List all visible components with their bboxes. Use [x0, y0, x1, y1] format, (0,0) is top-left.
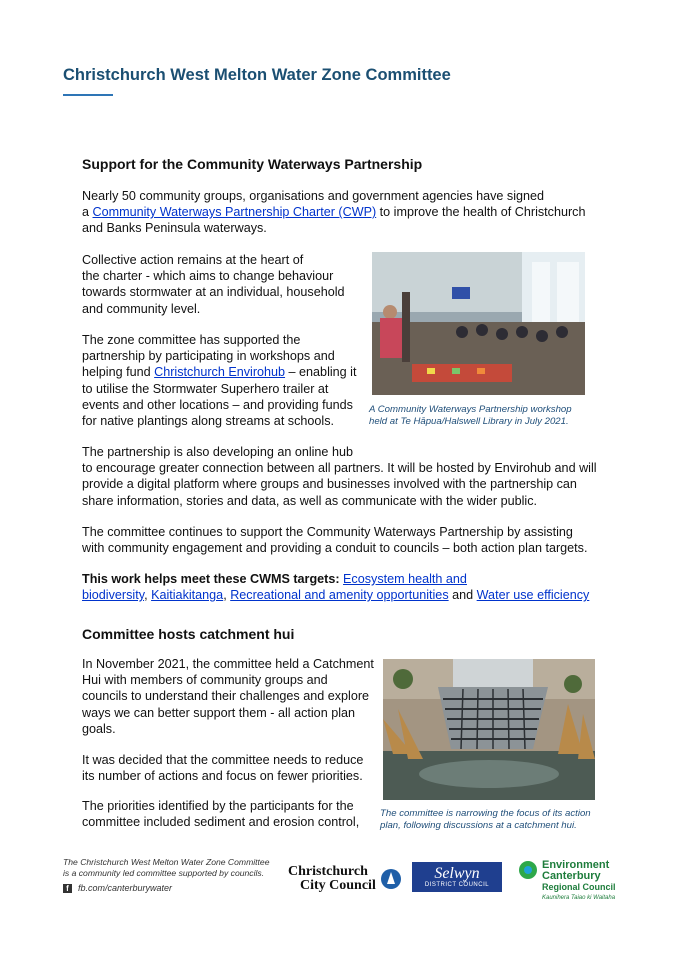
facebook-icon: f	[63, 884, 72, 893]
footer-description: The Christchurch West Melton Water Zone Committee is a community led committee supported by councils.	[63, 857, 270, 879]
target-recreational-link[interactable]: Recreational and amenity opportunities	[230, 588, 449, 603]
target-ecosystem-health-link[interactable]: Ecosystem health and	[343, 572, 467, 586]
cwp-charter-link[interactable]: Community Waterways Partnership Charter (CWP)	[92, 205, 377, 220]
document-title: Christchurch West Melton Water Zone Committee	[63, 66, 451, 84]
outlet-photo-caption: The committee is narrowing the focus of its action plan, following discussions at a catchment hui.	[380, 808, 591, 832]
christchurch-city-council-logo: Christchurch City Council	[288, 865, 402, 893]
zone-committee-paragraph: The zone committee has supported the partnership by participating in workshops and helping fund Christchurch Envirohub – enabling it to utilise the Stormwater Superhero trailer at events and other locations – and providing funds for native plantings along streams at schools.	[82, 333, 357, 429]
collective-action-paragraph: Collective action remains at the heart of the charter - which aims to change behaviour towards stormwater at an individual, household and community level.	[82, 253, 345, 316]
target-biodiversity-link[interactable]: biodiversity	[82, 588, 145, 603]
title-underline	[63, 94, 113, 96]
selwyn-district-council-logo: Selwyn DISTRICT COUNCIL	[412, 862, 502, 892]
facebook-link[interactable]	[63, 883, 172, 893]
catchment-hui-paragraph: In November 2021, the committee held a Catchment Hui with members of community groups and councils to understand their challenges and explore ways we can better support them - all action plan goals.	[82, 657, 374, 736]
section-heading-catchment-hui: Committee hosts catchment hui	[82, 626, 295, 642]
ccc-emblem-icon	[380, 868, 402, 890]
workshop-photo	[372, 252, 585, 395]
priorities-paragraph: The priorities identified by the participants for the committee included sediment and erosion control,	[82, 799, 360, 830]
environment-canterbury-logo: Environment Canterbury Regional Council Kaunihera Taiao ki Waitaha	[518, 860, 616, 904]
workshop-photo-caption: A Community Waterways Partnership workshop held at Te Hāpua/Halswell Library in July 2021.	[369, 404, 572, 428]
reduce-actions-paragraph: It was decided that the committee needs to reduce its number of actions and focus on fewer priorities.	[82, 753, 364, 784]
cwp-intro-paragraph: Nearly 50 community groups, organisations and government agencies have signed a Community Waterways Partnership Charter (CWP) to improve the health of Christchurch and Banks Peninsula waterways.	[82, 189, 586, 236]
cwms-targets: This work helps meet these CWMS targets: Ecosystem health and biodiversity, Kaitiakitanga, Recreational and amenity opportunities and Water use efficiency	[82, 572, 590, 603]
facebook-url: fb.com/canterburywater	[78, 883, 173, 893]
ecan-swirl-icon	[518, 860, 538, 880]
section-heading-cwp: Support for the Community Waterways Partnership	[82, 156, 423, 172]
target-water-use-link[interactable]: Water use efficiency	[476, 588, 590, 603]
target-kaitiakitanga-link[interactable]: Kaitiakitanga	[151, 588, 224, 603]
online-hub-paragraph: The partnership is also developing an online hub to encourage greater connection between all partners. It will be hosted by Envirohub and will provide a digital platform where groups and businesses involved with the partnership can share information, stories and data, as well as communicate with the wider public.	[82, 445, 597, 508]
committee-support-paragraph: The committee continues to support the Community Waterways Partnership by assisting with community engagement and providing a conduit to councils – both action plan targets.	[82, 525, 588, 556]
stormwater-outlet-photo	[383, 659, 595, 800]
envirohub-link[interactable]: Christchurch Envirohub	[154, 365, 286, 380]
